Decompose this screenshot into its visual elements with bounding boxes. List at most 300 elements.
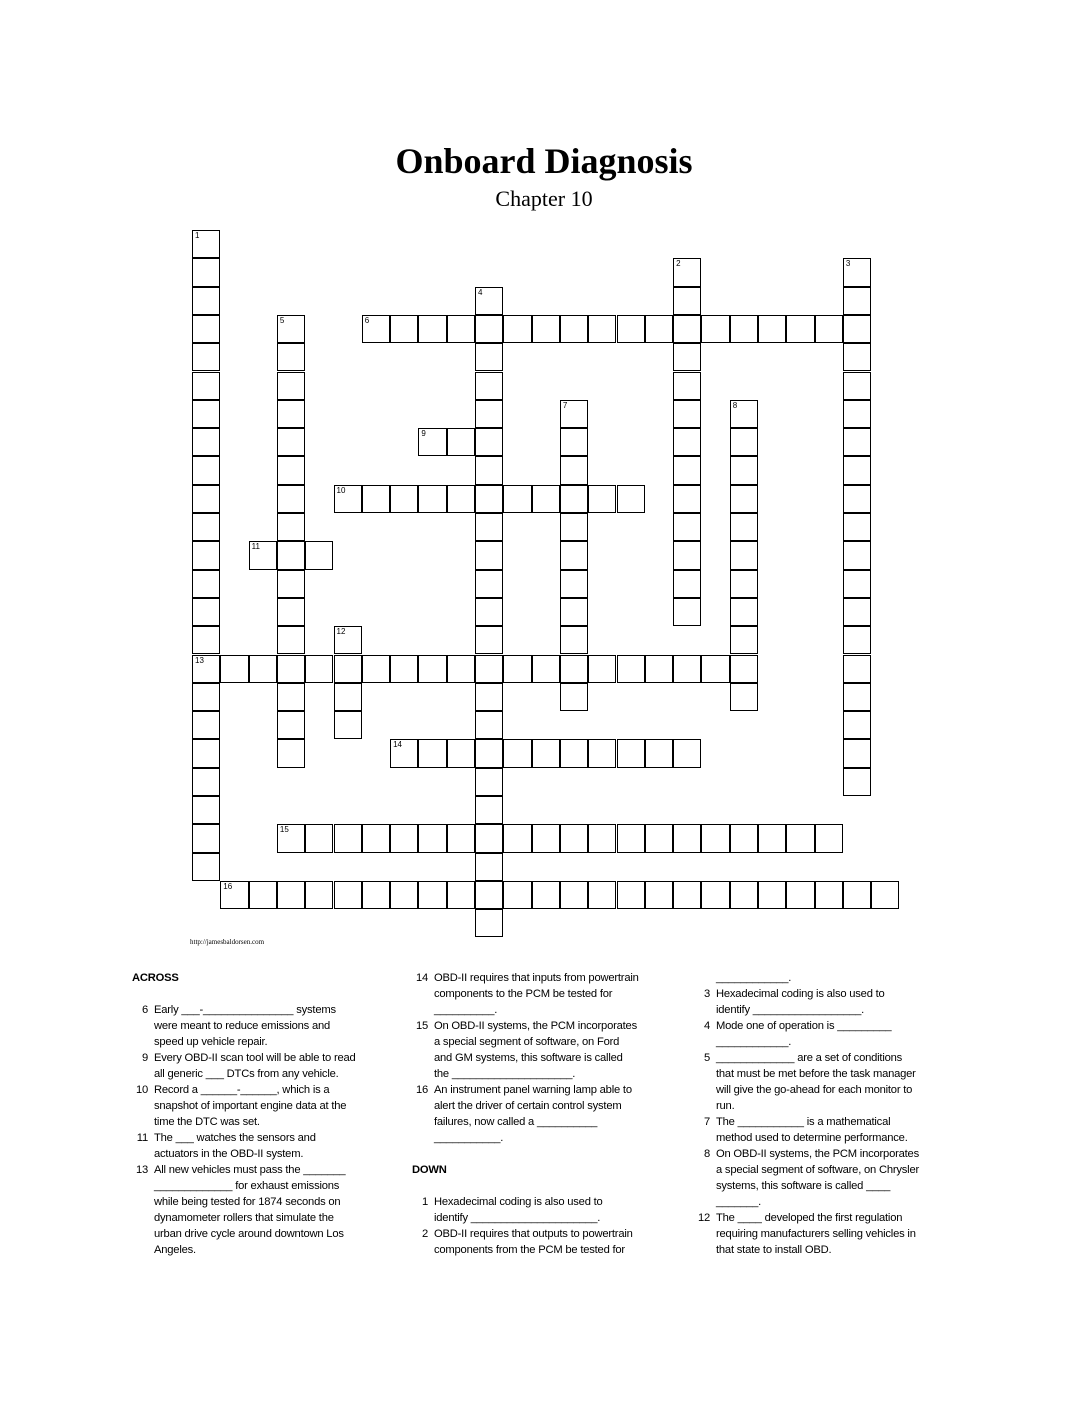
grid-cell[interactable] [730,513,758,541]
down-clue-list-continued [694,986,954,1258]
grid-cell[interactable] [447,428,475,456]
grid-cell[interactable] [560,655,588,683]
grid-cell[interactable] [447,315,475,343]
grid-cell[interactable] [334,683,362,711]
grid-cell[interactable] [192,258,220,286]
grid-cell[interactable] [560,570,588,598]
grid-cell[interactable] [475,343,503,371]
grid-cell[interactable] [192,513,220,541]
clue-text-line: All new vehicles must pass the _______ [154,1164,346,1176]
grid-cell[interactable] [758,824,786,852]
grid-cell[interactable] [192,343,220,371]
grid-cell[interactable] [532,739,560,767]
grid-cell[interactable] [475,626,503,654]
grid-cell[interactable] [390,881,418,909]
grid-cell[interactable] [277,315,305,343]
grid-cell[interactable] [843,287,871,315]
clue-number-label: 3 [845,259,851,269]
clue-number-label: 1 [195,231,200,240]
grid-cell[interactable] [871,881,899,909]
grid-cell[interactable] [277,683,305,711]
grid-cell[interactable] [475,456,503,484]
grid-cell[interactable] [475,881,503,909]
across-clue-15 [412,1018,677,1082]
clue-number-label: 5 [279,315,285,325]
grid-cell[interactable] [447,739,475,767]
grid-cell[interactable] [701,881,729,909]
grid-cell[interactable] [277,400,305,428]
grid-cell[interactable] [588,881,616,909]
grid-cell[interactable] [447,655,475,683]
grid-cell[interactable] [645,739,673,767]
grid-cell[interactable] [334,485,362,513]
grid-cell[interactable] [843,541,871,569]
grid-cell[interactable] [730,598,758,626]
grid-cell[interactable] [673,881,701,909]
grid-cell[interactable] [560,315,588,343]
grid-cell[interactable] [277,541,305,569]
across-clue-list [132,1002,387,1258]
grid-cell[interactable] [220,881,248,909]
grid-cell[interactable] [843,626,871,654]
grid-cell[interactable] [673,400,701,428]
grid-cell[interactable] [418,485,446,513]
grid-cell[interactable] [815,881,843,909]
across-clue-list-continued [412,970,677,1146]
grid-cell[interactable] [475,824,503,852]
grid-cell[interactable] [192,853,220,881]
grid-cell[interactable] [475,485,503,513]
grid-cell[interactable] [277,598,305,626]
grid-cell[interactable] [220,655,248,683]
grid-cell[interactable] [192,287,220,315]
across-clue-9 [132,1050,387,1082]
clues-column-2 [412,970,677,1258]
clue-text-line: snapshot of important engine data at the [154,1100,347,1112]
grid-cell[interactable] [192,570,220,598]
grid-cell[interactable] [843,570,871,598]
grid-cell[interactable] [843,655,871,683]
clue-number: 13 [135,1164,148,1176]
grid-cell[interactable] [730,541,758,569]
grid-cell[interactable] [418,739,446,767]
grid-cell[interactable] [617,315,645,343]
clue-text-line: _____________ are a set of conditions [716,1052,903,1064]
clue-number: 7 [703,1116,710,1128]
grid-cell[interactable] [588,655,616,683]
grid-cell[interactable] [786,824,814,852]
grid-cell[interactable] [305,824,333,852]
clue-text-line: __________. [434,1004,498,1016]
grid-cell[interactable] [617,739,645,767]
grid-cell[interactable] [277,655,305,683]
clue-number: 9 [141,1052,148,1064]
grid-cell[interactable] [277,456,305,484]
grid-cell[interactable] [475,372,503,400]
clue-number-label: 13 [195,655,204,665]
grid-cell[interactable] [560,456,588,484]
grid-cell[interactable] [277,626,305,654]
grid-cell[interactable] [560,824,588,852]
across-clue-13 [132,1162,387,1258]
grid-cell[interactable] [192,372,220,400]
clue-text-line: urban drive cycle around downtown Los [154,1228,344,1240]
grid-cell[interactable] [815,315,843,343]
clue-text-line: identify __________________. [716,1004,865,1016]
grid-cell[interactable] [673,655,701,683]
grid-cell[interactable] [560,683,588,711]
grid-cell[interactable] [192,824,220,852]
clue-text-line: Early ___-_______________ systems [154,1004,336,1016]
grid-cell[interactable] [192,683,220,711]
grid-cell[interactable] [249,541,277,569]
grid-cell[interactable] [815,824,843,852]
grid-cell[interactable] [843,711,871,739]
grid-cell[interactable] [673,428,701,456]
grid-cell[interactable] [673,541,701,569]
grid-cell[interactable] [645,315,673,343]
grid-cell[interactable] [192,739,220,767]
grid-cell[interactable] [843,315,871,343]
grid-cell[interactable] [249,655,277,683]
grid-cell[interactable] [418,824,446,852]
clue-number-label: 7 [562,400,568,410]
clue-number: 15 [415,1020,428,1032]
grid-cell[interactable] [390,655,418,683]
grid-cell[interactable] [673,372,701,400]
grid-cell[interactable] [560,541,588,569]
grid-cell[interactable] [560,881,588,909]
grid-cell[interactable] [475,400,503,428]
clue-number: 14 [415,972,428,984]
grid-cell[interactable] [673,315,701,343]
clue-number-label: 16 [223,881,233,891]
grid-cell[interactable] [560,400,588,428]
grid-cell[interactable] [843,428,871,456]
grid-cell[interactable] [475,428,503,456]
grid-cell[interactable] [334,655,362,683]
grid-cell[interactable] [843,456,871,484]
clue-number: 5 [703,1052,710,1064]
grid-cell[interactable] [673,570,701,598]
clue-text-line: components to the PCM be tested for [434,988,613,1000]
clue-text-line: alert the driver of certain control system [434,1100,622,1112]
grid-cell[interactable] [730,683,758,711]
grid-cell[interactable] [645,655,673,683]
grid-cell[interactable] [588,739,616,767]
grid-cell[interactable] [390,739,418,767]
grid-cell[interactable] [758,315,786,343]
grid-cell[interactable] [192,768,220,796]
grid-cell[interactable] [249,881,277,909]
grid-cell[interactable] [192,230,220,258]
across-clue-11 [132,1130,387,1162]
grid-cell[interactable] [418,428,446,456]
clue-number-label: 8 [732,400,738,410]
grid-cell[interactable] [305,541,333,569]
clue-number: 8 [703,1148,710,1160]
grid-cell[interactable] [192,315,220,343]
grid-cell[interactable] [503,739,531,767]
clue-number-label: 12 [336,627,346,637]
grid-cell[interactable] [843,768,871,796]
clue-text-line: OBD-II requires that inputs from powertrain [434,972,639,984]
grid-cell[interactable] [362,485,390,513]
clue-text-line: components from the PCM be tested for [434,1244,625,1256]
clue-text-line: requiring manufacturers selling vehicles in [716,1228,916,1240]
clue-text-line: that state to install OBD. [716,1244,832,1256]
grid-cell[interactable] [560,513,588,541]
clue-text-line: On OBD-II systems, the PCM incorporates [434,1020,637,1032]
grid-cell[interactable] [560,739,588,767]
clue-number-label: 15 [279,825,289,835]
grid-cell[interactable] [362,824,390,852]
grid-cell[interactable] [390,485,418,513]
clue-text-line: The ____ developed the first regulation [716,1212,903,1224]
clue-text-line: will give the go-ahead for each monitor to [716,1084,913,1096]
grid-cell[interactable] [277,428,305,456]
clues-column-1 [132,970,387,1258]
grid-cell[interactable] [390,315,418,343]
grid-cell[interactable] [192,485,220,513]
across-heading: ACROSS [132,972,179,984]
grid-cell[interactable] [843,598,871,626]
grid-cell[interactable] [673,513,701,541]
clue-text-line: _____________ for exhaust emissions [154,1180,340,1192]
grid-cell[interactable] [277,485,305,513]
grid-cell[interactable] [730,570,758,598]
grid-cell[interactable] [475,570,503,598]
grid-cell[interactable] [390,824,418,852]
grid-cell[interactable] [843,258,871,286]
clue-text-line: failures, now called a __________ [434,1116,598,1128]
clue-text-line: systems, this software is called ____ [716,1180,891,1192]
down-clue-2 [412,1226,677,1258]
down-heading: DOWN [412,1164,447,1176]
grid-cell[interactable] [843,485,871,513]
grid-cell[interactable] [560,598,588,626]
clue-text-line: a special segment of software, on Ford [434,1036,620,1048]
grid-cell[interactable] [277,824,305,852]
grid-cell[interactable] [730,428,758,456]
grid-cell[interactable] [305,881,333,909]
clue-text-line: all generic ___ DTCs from any vehicle. [154,1068,339,1080]
down-clue-list [412,1194,677,1258]
clue-text-line: while being tested for 1874 seconds on [154,1196,341,1208]
grid-cell[interactable] [758,881,786,909]
grid-cell[interactable] [192,598,220,626]
grid-cell[interactable] [588,485,616,513]
clue-text-line: Hexadecimal coding is also used to [434,1196,603,1208]
grid-cell[interactable] [475,739,503,767]
clues-column-3 [694,970,954,1258]
grid-cell[interactable] [192,626,220,654]
clue-text-line: On OBD-II systems, the PCM incorporates [716,1148,919,1160]
grid-cell[interactable] [645,824,673,852]
grid-cell[interactable] [334,824,362,852]
grid-cell[interactable] [475,598,503,626]
grid-cell[interactable] [730,881,758,909]
clue-number-label: 14 [393,740,402,750]
grid-cell[interactable] [475,768,503,796]
grid-cell[interactable] [447,485,475,513]
grid-cell[interactable] [277,513,305,541]
grid-cell[interactable] [673,824,701,852]
grid-cell[interactable] [560,485,588,513]
grid-cell[interactable] [730,626,758,654]
grid-cell[interactable] [617,655,645,683]
grid-cell[interactable] [786,315,814,343]
grid-cell[interactable] [673,739,701,767]
clue-number-label: 10 [336,485,346,495]
grid-cell[interactable] [701,824,729,852]
down-clue-4 [694,1018,954,1050]
grid-cell[interactable] [786,881,814,909]
grid-cell[interactable] [475,513,503,541]
puzzle-subtitle: Chapter 10 [495,186,593,211]
down-clue-5 [694,1050,954,1114]
clue-text-line: The ___ watches the sensors and [154,1132,316,1144]
source-url: http://jamesbaldorsen.com [190,938,265,946]
grid-cell[interactable] [475,909,503,937]
grid-cell[interactable] [475,683,503,711]
grid-cell[interactable] [192,796,220,824]
grid-cell[interactable] [277,372,305,400]
grid-cell[interactable] [475,287,503,315]
clue-text-line: ___________. [434,1132,504,1144]
clue-2-continued [694,970,954,986]
grid-cell[interactable] [192,541,220,569]
grid-cell[interactable] [673,258,701,286]
grid-cell[interactable] [447,881,475,909]
grid-cell[interactable] [843,739,871,767]
grid-cell[interactable] [843,683,871,711]
grid-cell[interactable] [362,655,390,683]
grid-cell[interactable] [362,315,390,343]
grid-cell[interactable] [192,655,220,683]
grid-cell[interactable] [532,881,560,909]
grid-cell[interactable] [475,853,503,881]
grid-cell[interactable] [730,655,758,683]
grid-cell[interactable] [532,485,560,513]
clue-number: 4 [703,1020,710,1032]
clue-text-line: Hexadecimal coding is also used to [716,988,885,1000]
grid-cell[interactable] [843,372,871,400]
grid-cell[interactable] [503,315,531,343]
grid-cell[interactable] [645,881,673,909]
grid-cell[interactable] [277,343,305,371]
grid-cell[interactable] [475,655,503,683]
grid-cell[interactable] [418,315,446,343]
grid-cell[interactable] [673,485,701,513]
clue-number-label: 4 [478,287,483,297]
grid-cell[interactable] [475,541,503,569]
clue-number: 11 [136,1132,148,1144]
grid-cell[interactable] [277,711,305,739]
clue-text-line: Record a ______-______, which is a [154,1084,330,1096]
grid-cell[interactable] [334,626,362,654]
clue-number: 10 [135,1084,148,1096]
grid-cell[interactable] [673,598,701,626]
across-clue-16 [412,1082,677,1146]
grid-cell[interactable] [843,400,871,428]
grid-cell[interactable] [617,485,645,513]
grid-cell[interactable] [673,456,701,484]
grid-cell[interactable] [418,881,446,909]
grid-cell[interactable] [701,655,729,683]
grid-cell[interactable] [305,655,333,683]
down-clue-8 [694,1146,954,1210]
grid-cell[interactable] [730,315,758,343]
grid-cell[interactable] [617,881,645,909]
grid-cell[interactable] [362,881,390,909]
grid-cell[interactable] [843,513,871,541]
grid-cell[interactable] [588,315,616,343]
grid-cell[interactable] [503,655,531,683]
grid-cell[interactable] [503,824,531,852]
clue-text-line: run. [716,1100,735,1112]
grid-cell[interactable] [701,315,729,343]
grid-cell[interactable] [334,711,362,739]
clue-text-line: and GM systems, this software is called [434,1052,623,1064]
clue-number: 16 [415,1084,428,1096]
grid-cell[interactable] [673,287,701,315]
grid-cell[interactable] [503,485,531,513]
grid-cell[interactable] [192,711,220,739]
grid-cell[interactable] [730,824,758,852]
clue-text-line: Angeles. [154,1244,196,1256]
grid-cell[interactable] [277,739,305,767]
grid-cell[interactable] [277,570,305,598]
grid-cell[interactable] [730,456,758,484]
grid-cell[interactable] [673,343,701,371]
grid-cell[interactable] [532,824,560,852]
clue-text-line: the ____________________. [434,1068,576,1080]
grid-cell[interactable] [418,655,446,683]
grid-cell[interactable] [588,824,616,852]
clue-number-label: 9 [421,429,426,439]
grid-cell[interactable] [475,796,503,824]
grid-cell[interactable] [843,343,871,371]
grid-cell[interactable] [730,400,758,428]
grid-cell[interactable] [192,456,220,484]
clue-text-line: An instrument panel warning lamp able to [434,1084,632,1096]
clue-number-label: 11 [251,542,260,552]
grid-cell[interactable] [192,428,220,456]
grid-cell[interactable] [334,881,362,909]
grid-cell[interactable] [475,711,503,739]
grid-cell[interactable] [532,315,560,343]
grid-cell[interactable] [277,881,305,909]
grid-cell[interactable] [560,428,588,456]
grid-cell[interactable] [730,485,758,513]
clue-text-line: dynamometer rollers that simulate the [154,1212,334,1224]
grid-cell[interactable] [475,315,503,343]
clue-text-line: The ___________ is a mathematical [716,1116,891,1128]
clue-text-line: _______. [716,1196,762,1208]
grid-cell[interactable] [532,655,560,683]
grid-cell[interactable] [843,881,871,909]
down-clue-1 [412,1194,677,1226]
grid-cell[interactable] [503,881,531,909]
clue-number: 2 [421,1228,428,1240]
clue-number: 12 [697,1212,710,1224]
grid-cell[interactable] [447,824,475,852]
grid-cell[interactable] [617,824,645,852]
clue-2-continued-text: ____________. [716,972,792,984]
grid-cell[interactable] [192,400,220,428]
grid-cell[interactable] [560,626,588,654]
